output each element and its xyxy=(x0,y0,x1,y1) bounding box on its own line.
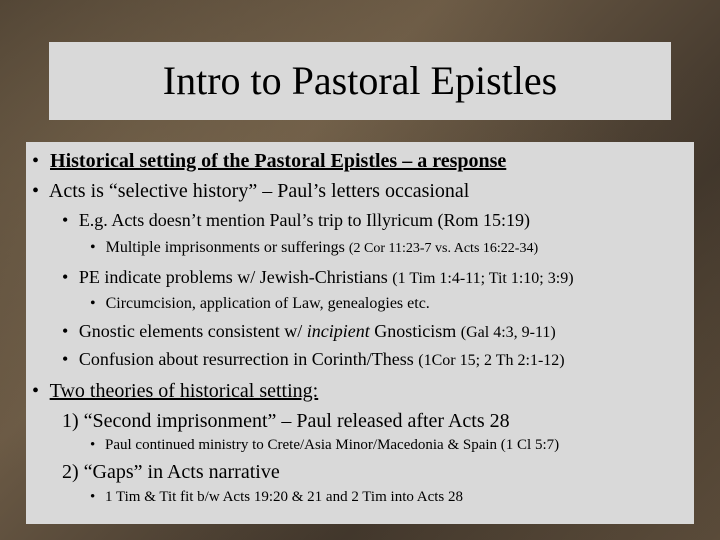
bullet-text: PE indicate problems w/ Jewish-Christians xyxy=(78,267,388,287)
bullet-paul-ministry xyxy=(90,437,559,454)
bullet-text: Confusion about resurrection in Corinth/Thess xyxy=(78,349,414,369)
bullet-text: Historical setting of the Pastoral Epistles – a response xyxy=(50,150,507,172)
content-box xyxy=(26,142,694,524)
theory-text: 2) “Gaps” in Acts narrative xyxy=(62,461,280,483)
bullet-text: Acts is “selective history” – Paul’s letters occasional xyxy=(48,180,470,202)
theory-text: 1) “Second imprisonment” – Paul released after Acts 28 xyxy=(62,410,510,432)
bullet-ref: (Gal 4:3, 9-11) xyxy=(460,324,556,341)
bullet-jewish-christians xyxy=(62,267,574,288)
bullet-gnostic xyxy=(62,321,556,342)
bullet-tim-tit-fit xyxy=(90,489,463,506)
bullet-text: Gnostic elements consistent w/ xyxy=(78,321,307,341)
bullet-circumcision xyxy=(90,295,430,313)
bullet-text: 1 Tim & Tit fit b/w Acts 19:20 & 21 and 2 Tim into Acts 28 xyxy=(105,489,464,505)
bullet-text: Circumcision, application of Law, genealogies etc. xyxy=(105,295,430,312)
bullet-text: Multiple imprisonments or sufferings xyxy=(105,239,345,256)
bullet-illyricum xyxy=(62,210,530,231)
title-box xyxy=(49,42,671,120)
bullet-two-theories xyxy=(32,380,318,403)
theory-second-imprisonment xyxy=(62,410,510,433)
bullet-imprisonments xyxy=(90,239,538,257)
bullet-text: E.g. Acts doesn’t mention Paul’s trip to Illyricum (Rom 15:19) xyxy=(78,210,530,230)
bullet-emphasis: incipient xyxy=(306,321,370,341)
bullet-ref: (2 Cor 11:23-7 vs. Acts 16:22-34) xyxy=(348,241,539,256)
bullet-historical-setting xyxy=(32,150,506,173)
bullet-text: Two theories of historical setting: xyxy=(49,380,319,402)
bullet-selective-history xyxy=(32,180,469,203)
theory-gaps xyxy=(62,461,280,484)
bullet-text: Gnosticism xyxy=(369,321,457,341)
bullet-resurrection xyxy=(62,349,565,370)
bullet-ref: (1 Tim 1:4-11; Tit 1:10; 3:9) xyxy=(392,270,574,287)
bullet-ref: (1Cor 15; 2 Th 2:1-12) xyxy=(418,352,565,369)
slide-title: Intro to Pastoral Epistles xyxy=(162,58,558,103)
bullet-text: Paul continued ministry to Crete/Asia Minor/Macedonia & Spain (1 Cl 5:7) xyxy=(105,437,560,453)
